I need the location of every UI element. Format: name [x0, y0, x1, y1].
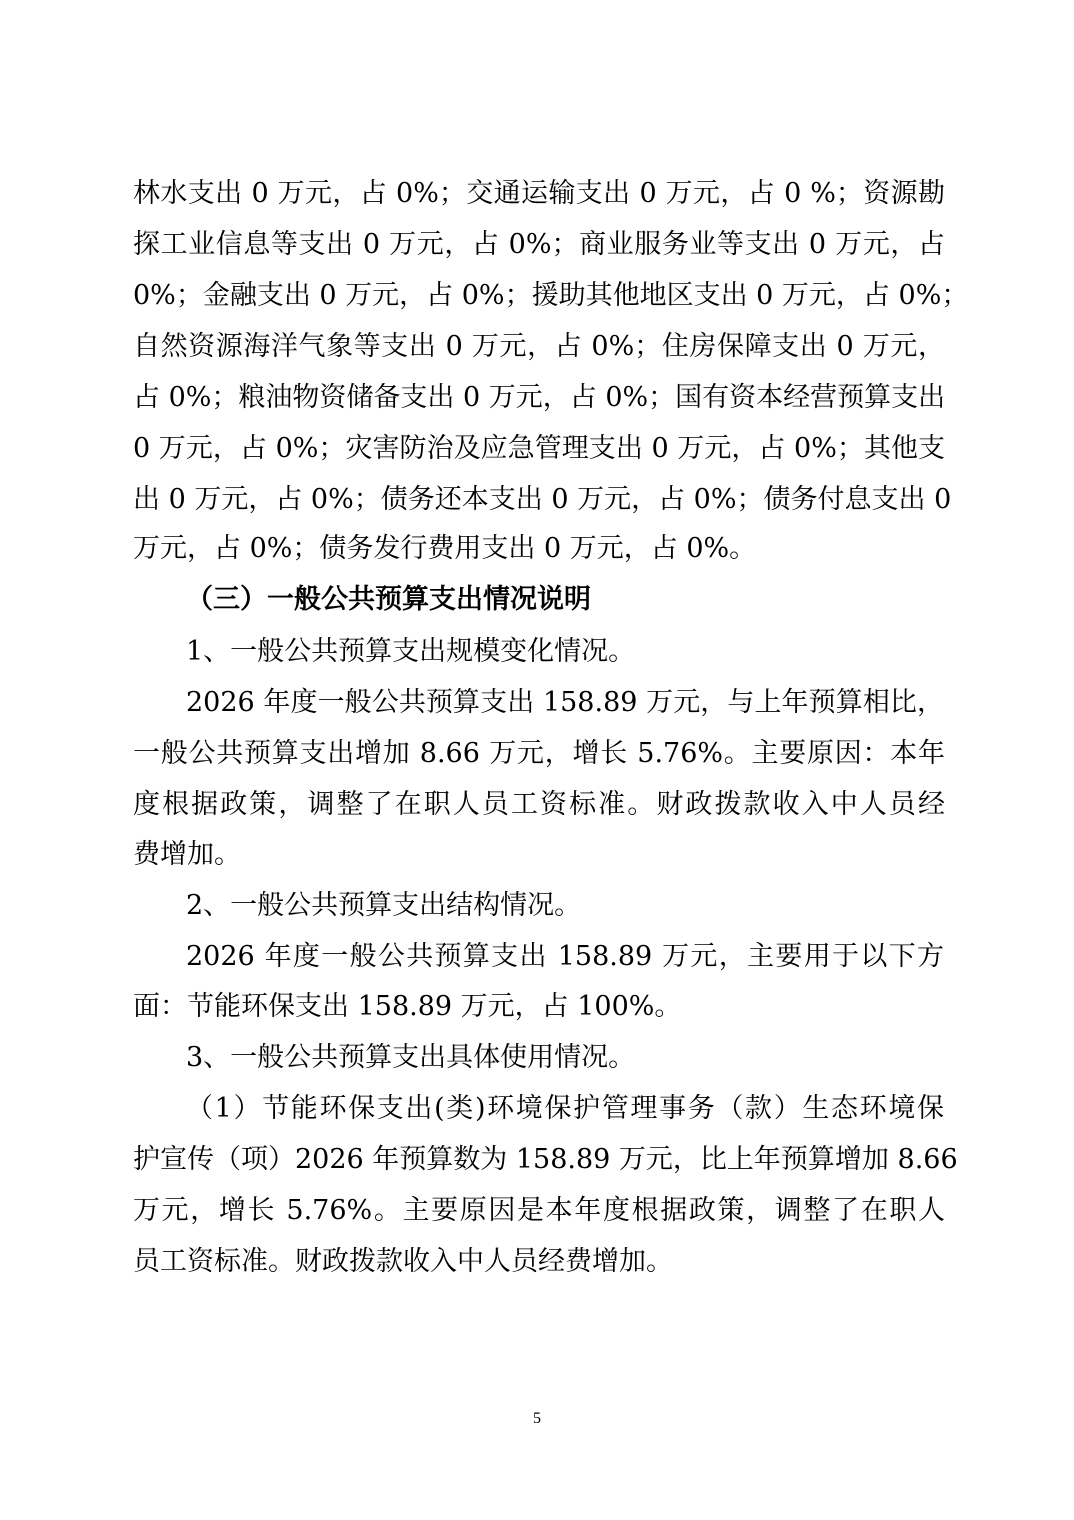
paragraph-line: 自然资源海洋气象等支出 0 万元，占 0%；住房保障支出 0 万元，	[133, 331, 945, 362]
paragraph-line: 万元，占 0%；债务发行费用支出 0 万元，占 0%。	[133, 533, 757, 564]
sub-heading-2: 2、一般公共预算支出结构情况。	[186, 890, 582, 921]
paragraph-line: 占 0%；粮油物资储备支出 0 万元，占 0%；国有资本经营预算支出	[133, 382, 946, 413]
paragraph-line: 费增加。	[133, 839, 241, 870]
paragraph-line: （1）节能环保支出(类)环境保护管理事务（款）生态环境保	[186, 1093, 944, 1124]
paragraph-line: 林水支出 0 万元，占 0%；交通运输支出 0 万元，占 0 %；资源勘	[133, 178, 945, 209]
paragraph-line: 员工资标准。财政拨款收入中人员经费增加。	[133, 1246, 673, 1277]
paragraph-line: 度根据政策，调整了在职人员工资标准。财政拨款收入中人员经	[133, 789, 945, 820]
paragraph-line: 2026 年度一般公共预算支出 158.89 万元，与上年预算相比，	[186, 687, 944, 718]
sub-heading-1: 1、一般公共预算支出规模变化情况。	[186, 636, 636, 667]
paragraph-line: 0%；金融支出 0 万元，占 0%；援助其他地区支出 0 万元，占 0%；	[133, 280, 969, 311]
paragraph-line: 护宣传（项）2026 年预算数为 158.89 万元，比上年预算增加 8.66	[133, 1144, 958, 1175]
paragraph-line: 面：节能环保支出 158.89 万元，占 100%。	[133, 991, 682, 1022]
paragraph-line: 万元，增长 5.76%。主要原因是本年度根据政策，调整了在职人	[133, 1195, 945, 1226]
section-heading: （三）一般公共预算支出情况说明	[186, 584, 591, 615]
paragraph-line: 2026 年度一般公共预算支出 158.89 万元，主要用于以下方	[186, 941, 944, 972]
sub-heading-3: 3、一般公共预算支出具体使用情况。	[186, 1042, 636, 1073]
page-number: 5	[533, 1410, 541, 1427]
paragraph-line: 0 万元，占 0%；灾害防治及应急管理支出 0 万元，占 0%；其他支	[133, 433, 945, 464]
paragraph-line: 一般公共预算支出增加 8.66 万元，增长 5.76%。主要原因：本年	[133, 738, 945, 769]
paragraph-line: 探工业信息等支出 0 万元，占 0%；商业服务业等支出 0 万元，占	[133, 229, 945, 260]
paragraph-line: 出 0 万元，占 0%；债务还本支出 0 万元，占 0%；债务付息支出 0	[133, 484, 952, 515]
